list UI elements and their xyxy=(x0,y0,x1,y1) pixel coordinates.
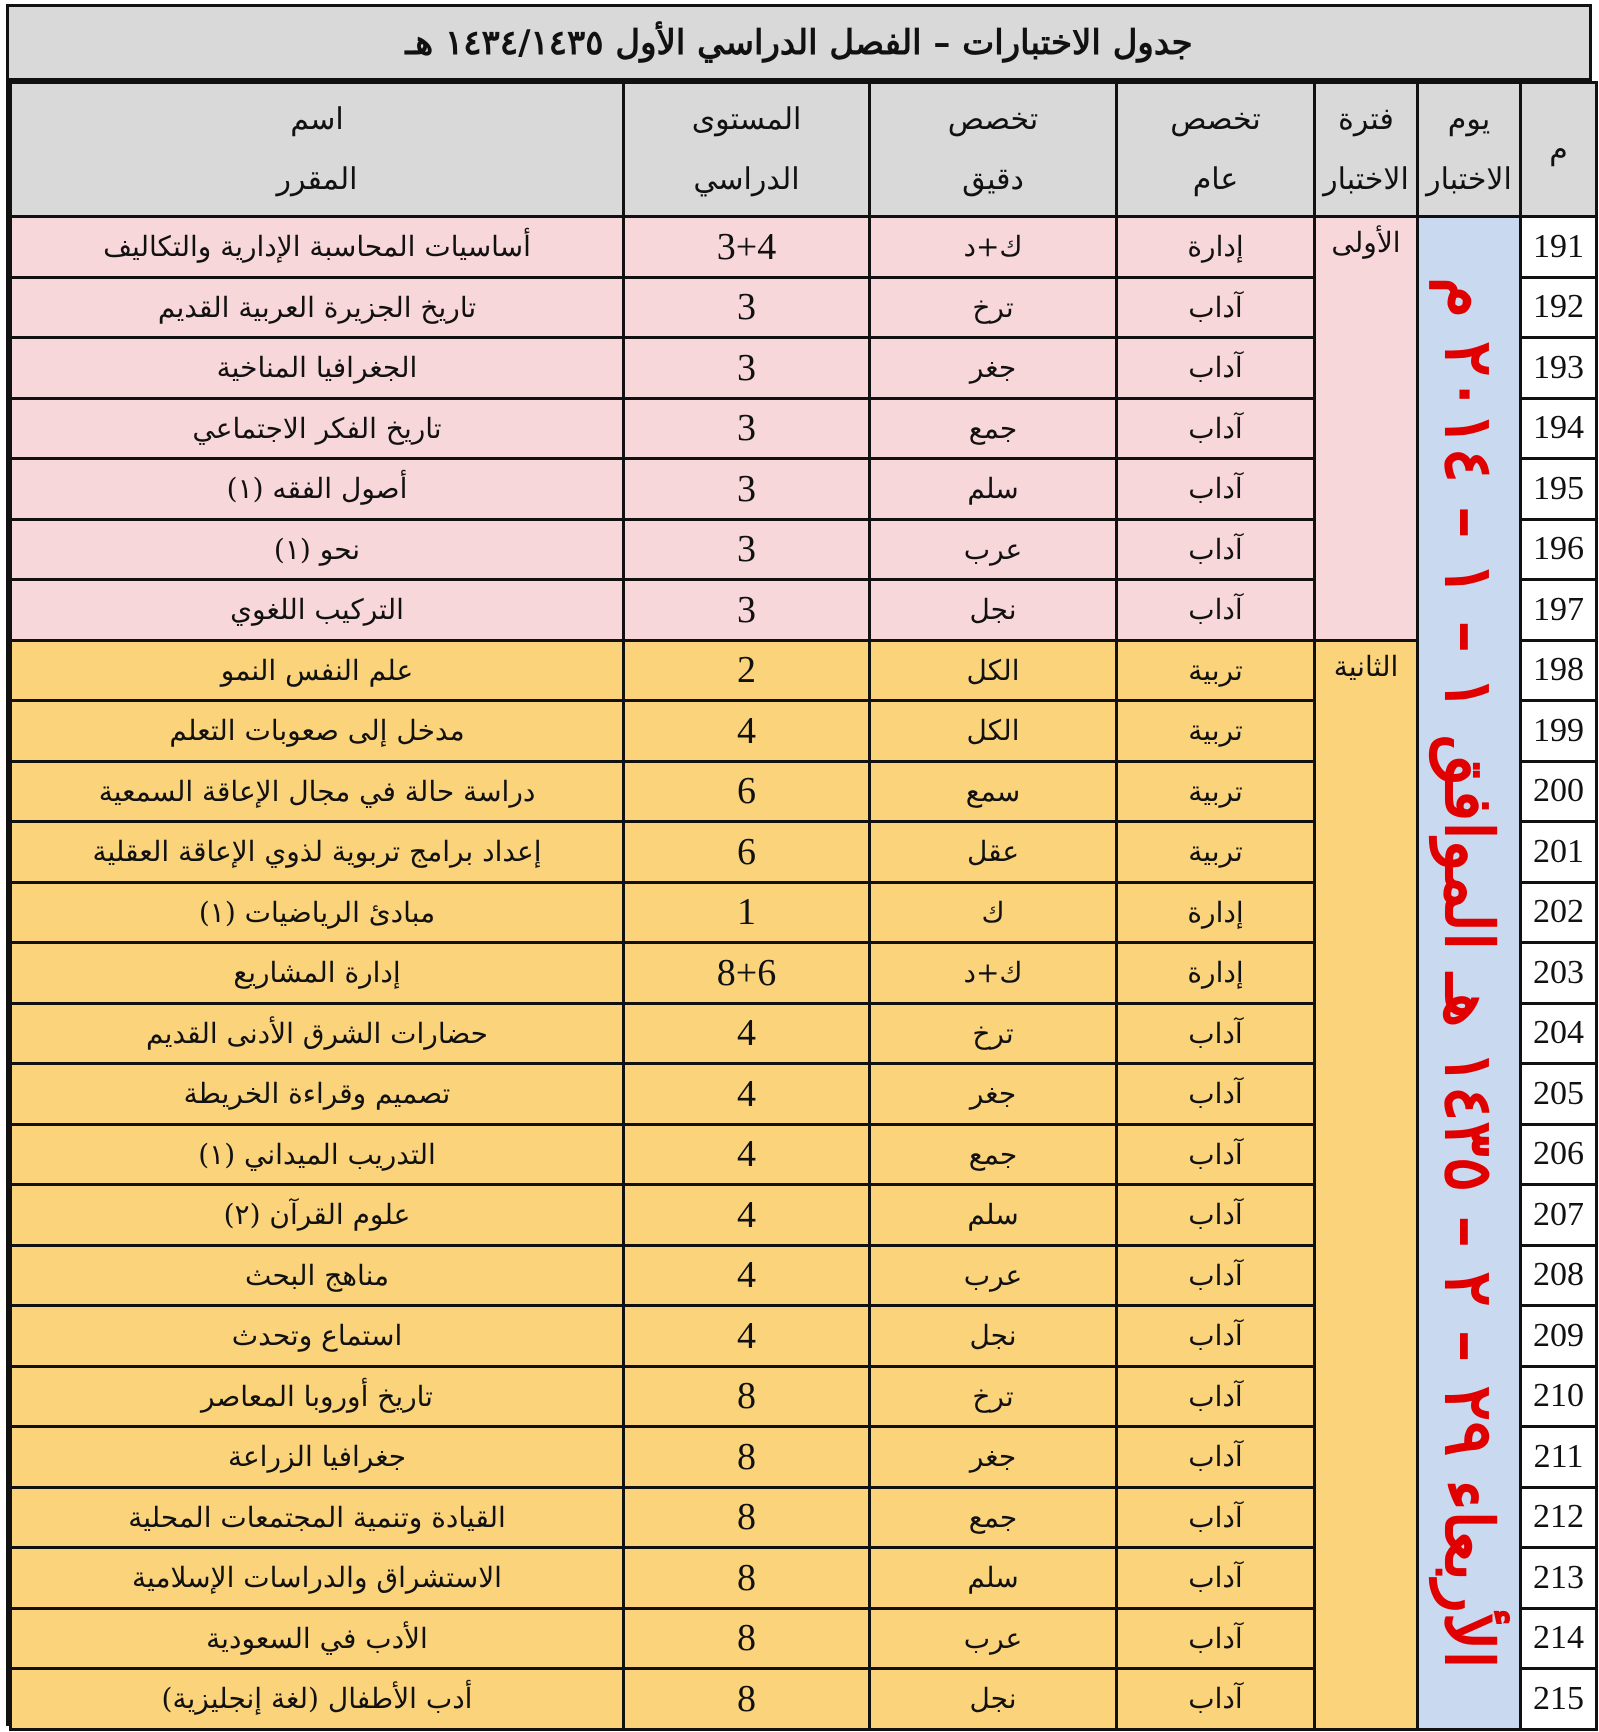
row-number: 211 xyxy=(1521,1427,1597,1488)
course-name-cell: أساسيات المحاسبة الإدارية والتكاليف xyxy=(11,217,624,278)
specific-major-cell: جغر xyxy=(870,1064,1117,1125)
row-number: 198 xyxy=(1521,640,1597,701)
row-number: 200 xyxy=(1521,761,1597,822)
specific-major-cell: عقل xyxy=(870,822,1117,883)
specific-major-cell: جمع xyxy=(870,1487,1117,1548)
level-cell: 3 xyxy=(624,277,870,338)
level-cell: 8 xyxy=(624,1608,870,1669)
row-number: 194 xyxy=(1521,398,1597,459)
general-major-cell: آداب xyxy=(1117,338,1315,399)
specific-major-cell: جمع xyxy=(870,398,1117,459)
row-number: 206 xyxy=(1521,1124,1597,1185)
row-number: 192 xyxy=(1521,277,1597,338)
general-major-cell: آداب xyxy=(1117,580,1315,641)
level-cell: 3 xyxy=(624,398,870,459)
course-name-cell: الجغرافيا المناخية xyxy=(11,338,624,399)
level-cell: 4 xyxy=(624,1124,870,1185)
level-cell: 3 xyxy=(624,580,870,641)
specific-major-cell: ك+د xyxy=(870,217,1117,278)
general-major-cell: آداب xyxy=(1117,1366,1315,1427)
course-name-cell: تاريخ أوروبا المعاصر xyxy=(11,1366,624,1427)
level-cell: 4 xyxy=(624,1306,870,1367)
exam-schedule-sheet xyxy=(6,4,1592,1726)
specific-major-cell: عرب xyxy=(870,1245,1117,1306)
exam-table xyxy=(9,81,1598,1731)
course-name-cell: التدريب الميداني (١) xyxy=(11,1124,624,1185)
level-cell: 4 xyxy=(624,1245,870,1306)
course-name-cell: مبادئ الرياضيات (١) xyxy=(11,882,624,943)
row-number: 212 xyxy=(1521,1487,1597,1548)
course-name-cell: تاريخ الفكر الاجتماعي xyxy=(11,398,624,459)
course-name-cell: إدارة المشاريع xyxy=(11,943,624,1004)
specific-major-cell: عرب xyxy=(870,1608,1117,1669)
specific-major-cell: جغر xyxy=(870,1427,1117,1488)
page-title: جدول الاختبارات – الفصل الدراسي الأول ١٤٣٤/١٤٣٥ هـ xyxy=(405,22,1193,63)
general-major-cell: آداب xyxy=(1117,519,1315,580)
specific-major-cell: الكل xyxy=(870,701,1117,762)
row-number: 205 xyxy=(1521,1064,1597,1125)
course-name-cell: استماع وتحدث xyxy=(11,1306,624,1367)
specific-major-cell: عرب xyxy=(870,519,1117,580)
header-day: يوم الاختبار xyxy=(1418,83,1521,217)
table-row xyxy=(11,217,1597,278)
general-major-cell: تربية xyxy=(1117,761,1315,822)
header-course: اسم المقرر xyxy=(11,83,624,217)
level-cell: 8 xyxy=(624,1669,870,1730)
general-major-cell: آداب xyxy=(1117,1548,1315,1609)
course-name-cell: علم النفس النمو xyxy=(11,640,624,701)
course-name-cell: تاريخ الجزيرة العربية القديم xyxy=(11,277,624,338)
row-number: 196 xyxy=(1521,519,1597,580)
specific-major-cell: نجل xyxy=(870,1306,1117,1367)
row-number: 202 xyxy=(1521,882,1597,943)
exam-day-label: الأربعاء ٢٩ – ٢ – ١٤٣٥ هـ الموافق ١ – ١ – ٢٠١٤ م xyxy=(1430,277,1508,1669)
level-cell: 4 xyxy=(624,701,870,762)
header-row xyxy=(11,83,1597,217)
exam-period-first: الأولى xyxy=(1315,217,1418,641)
course-name-cell: جغرافيا الزراعة xyxy=(11,1427,624,1488)
course-name-cell: أدب الأطفال (لغة إنجليزية) xyxy=(11,1669,624,1730)
general-major-cell: آداب xyxy=(1117,1487,1315,1548)
specific-major-cell: الكل xyxy=(870,640,1117,701)
course-name-cell: حضارات الشرق الأدنى القديم xyxy=(11,1003,624,1064)
specific-major-cell: سلم xyxy=(870,1185,1117,1246)
row-number: 203 xyxy=(1521,943,1597,1004)
header-period: فترة الاختبار xyxy=(1315,83,1418,217)
specific-major-cell: سمع xyxy=(870,761,1117,822)
level-cell: 4 xyxy=(624,1003,870,1064)
course-name-cell: أصول الفقه (١) xyxy=(11,459,624,520)
level-cell: 3 xyxy=(624,338,870,399)
row-number: 209 xyxy=(1521,1306,1597,1367)
general-major-cell: تربية xyxy=(1117,701,1315,762)
row-number: 195 xyxy=(1521,459,1597,520)
general-major-cell: آداب xyxy=(1117,459,1315,520)
general-major-cell: إدارة xyxy=(1117,882,1315,943)
level-cell: 8 xyxy=(624,1487,870,1548)
level-cell: 3 xyxy=(624,459,870,520)
header-general-major: تخصص عام xyxy=(1117,83,1315,217)
specific-major-cell: ك xyxy=(870,882,1117,943)
level-cell: 4 xyxy=(624,1064,870,1125)
course-name-cell: التركيب اللغوي xyxy=(11,580,624,641)
general-major-cell: آداب xyxy=(1117,1608,1315,1669)
row-number: 207 xyxy=(1521,1185,1597,1246)
specific-major-cell: ترخ xyxy=(870,1366,1117,1427)
specific-major-cell: نجل xyxy=(870,580,1117,641)
level-cell: 3+4 xyxy=(624,217,870,278)
course-name-cell: نحو (١) xyxy=(11,519,624,580)
specific-major-cell: ك+د xyxy=(870,943,1117,1004)
general-major-cell: آداب xyxy=(1117,1003,1315,1064)
specific-major-cell: سلم xyxy=(870,459,1117,520)
general-major-cell: إدارة xyxy=(1117,217,1315,278)
general-major-cell: آداب xyxy=(1117,1185,1315,1246)
general-major-cell: آداب xyxy=(1117,1124,1315,1185)
course-name-cell: مناهج البحث xyxy=(11,1245,624,1306)
row-number: 197 xyxy=(1521,580,1597,641)
course-name-cell: دراسة حالة في مجال الإعاقة السمعية xyxy=(11,761,624,822)
row-number: 204 xyxy=(1521,1003,1597,1064)
specific-major-cell: ترخ xyxy=(870,1003,1117,1064)
specific-major-cell: جغر xyxy=(870,338,1117,399)
course-name-cell: إعداد برامج تربوية لذوي الإعاقة العقلية xyxy=(11,822,624,883)
exam-day-cell xyxy=(1418,217,1521,1730)
row-number: 213 xyxy=(1521,1548,1597,1609)
course-name-cell: القيادة وتنمية المجتمعات المحلية xyxy=(11,1487,624,1548)
general-major-cell: آداب xyxy=(1117,1427,1315,1488)
course-name-cell: مدخل إلى صعوبات التعلم xyxy=(11,701,624,762)
title-bar xyxy=(9,7,1589,81)
exam-period-second: الثانية xyxy=(1315,640,1418,1729)
row-number: 214 xyxy=(1521,1608,1597,1669)
level-cell: 2 xyxy=(624,640,870,701)
row-number: 208 xyxy=(1521,1245,1597,1306)
specific-major-cell: ترخ xyxy=(870,277,1117,338)
level-cell: 8 xyxy=(624,1427,870,1488)
level-cell: 4 xyxy=(624,1185,870,1246)
header-num: م xyxy=(1521,83,1597,217)
general-major-cell: آداب xyxy=(1117,1064,1315,1125)
row-number: 199 xyxy=(1521,701,1597,762)
level-cell: 8 xyxy=(624,1366,870,1427)
level-cell: 8+6 xyxy=(624,943,870,1004)
level-cell: 6 xyxy=(624,822,870,883)
general-major-cell: إدارة xyxy=(1117,943,1315,1004)
row-number: 191 xyxy=(1521,217,1597,278)
course-name-cell: علوم القرآن (٢) xyxy=(11,1185,624,1246)
row-number: 193 xyxy=(1521,338,1597,399)
general-major-cell: آداب xyxy=(1117,1245,1315,1306)
specific-major-cell: نجل xyxy=(870,1669,1117,1730)
table-row xyxy=(11,640,1597,701)
course-name-cell: الأدب في السعودية xyxy=(11,1608,624,1669)
row-number: 210 xyxy=(1521,1366,1597,1427)
course-name-cell: تصميم وقراءة الخريطة xyxy=(11,1064,624,1125)
general-major-cell: آداب xyxy=(1117,277,1315,338)
specific-major-cell: جمع xyxy=(870,1124,1117,1185)
general-major-cell: تربية xyxy=(1117,640,1315,701)
header-level: المستوى الدراسي xyxy=(624,83,870,217)
specific-major-cell: سلم xyxy=(870,1548,1117,1609)
general-major-cell: آداب xyxy=(1117,398,1315,459)
level-cell: 1 xyxy=(624,882,870,943)
course-name-cell: الاستشراق والدراسات الإسلامية xyxy=(11,1548,624,1609)
level-cell: 6 xyxy=(624,761,870,822)
row-number: 201 xyxy=(1521,822,1597,883)
general-major-cell: آداب xyxy=(1117,1306,1315,1367)
row-number: 215 xyxy=(1521,1669,1597,1730)
general-major-cell: تربية xyxy=(1117,822,1315,883)
header-specific-major: تخصص دقيق xyxy=(870,83,1117,217)
general-major-cell: آداب xyxy=(1117,1669,1315,1730)
level-cell: 3 xyxy=(624,519,870,580)
level-cell: 8 xyxy=(624,1548,870,1609)
